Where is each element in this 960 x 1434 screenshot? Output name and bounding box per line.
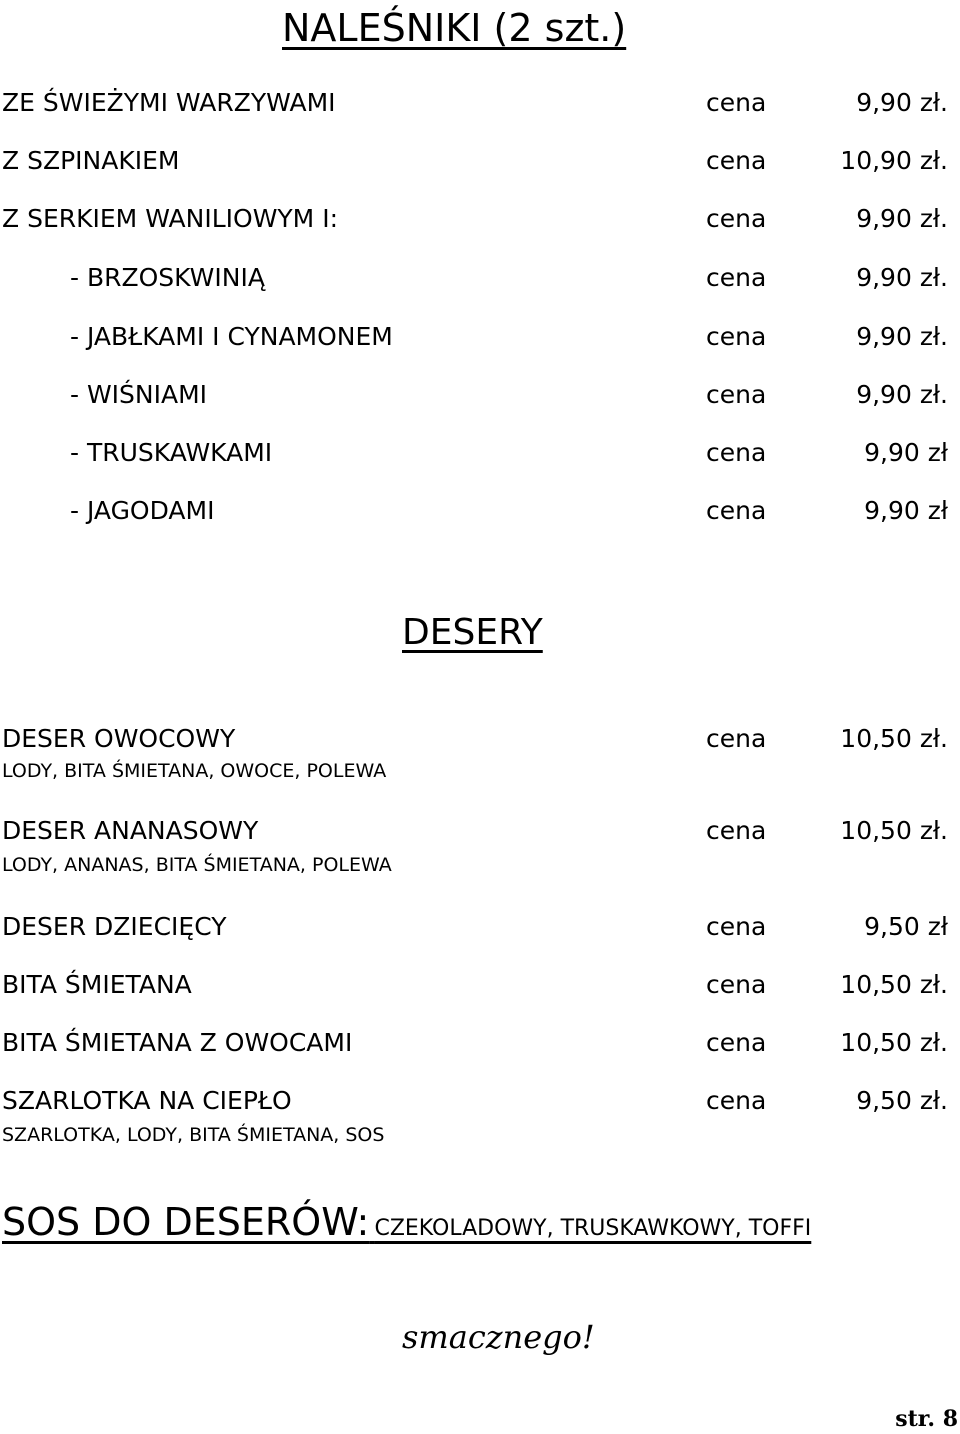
item-price: 9,50 zł bbox=[864, 912, 948, 941]
page-number: str. 8 bbox=[895, 1406, 958, 1432]
price-label: cena bbox=[706, 204, 767, 233]
item-name: DESER OWOCOWY bbox=[2, 724, 236, 753]
item-name: SZARLOTKA NA CIEPŁO bbox=[2, 1086, 292, 1115]
item-name: DESER DZIECIĘCY bbox=[2, 912, 227, 941]
menu-item bbox=[0, 912, 960, 952]
price-label: cena bbox=[706, 1028, 767, 1057]
price-label: cena bbox=[706, 438, 767, 467]
item-price: 9,90 zł. bbox=[856, 263, 948, 292]
item-name: - BRZOSKWINIĄ bbox=[70, 263, 265, 292]
menu-item bbox=[0, 1028, 960, 1068]
menu-item bbox=[0, 322, 960, 362]
price-label: cena bbox=[706, 816, 767, 845]
menu-item bbox=[0, 88, 960, 128]
menu-item bbox=[0, 724, 960, 764]
sauce-options: CZEKOLADOWY, TRUSKAWKOWY, TOFFI bbox=[374, 1216, 812, 1241]
item-price: 9,90 zł. bbox=[856, 204, 948, 233]
item-price: 9,50 zł. bbox=[856, 1086, 948, 1115]
menu-item bbox=[0, 970, 960, 1010]
item-name: BITA ŚMIETANA Z OWOCAMI bbox=[2, 1028, 353, 1057]
item-price: 9,90 zł. bbox=[856, 380, 948, 409]
item-name: BITA ŚMIETANA bbox=[2, 970, 192, 999]
price-label: cena bbox=[706, 263, 767, 292]
item-name: - JAGODAMI bbox=[70, 496, 215, 525]
item-name: - WIŚNIAMI bbox=[70, 380, 208, 409]
price-label: cena bbox=[706, 88, 767, 117]
item-price: 9,90 zł bbox=[864, 496, 948, 525]
item-name: Z SZPINAKIEM bbox=[2, 146, 180, 175]
item-name: Z SERKIEM WANILIOWYM I: bbox=[2, 204, 338, 233]
item-price: 10,50 zł. bbox=[840, 1028, 948, 1057]
menu-item bbox=[0, 1086, 960, 1126]
price-label: cena bbox=[706, 496, 767, 525]
menu-item bbox=[0, 263, 960, 303]
menu-item bbox=[0, 496, 960, 536]
price-label: cena bbox=[706, 724, 767, 753]
item-name: - TRUSKAWKAMI bbox=[70, 438, 273, 467]
item-price: 10,50 zł. bbox=[840, 816, 948, 845]
item-description: SZARLOTKA, LODY, BITA ŚMIETANA, SOS bbox=[2, 1124, 385, 1146]
price-label: cena bbox=[706, 146, 767, 175]
price-label: cena bbox=[706, 912, 767, 941]
item-name: ZE ŚWIEŻYMI WARZYWAMI bbox=[2, 88, 336, 117]
section-title-desery: DESERY bbox=[402, 612, 543, 653]
item-description: LODY, BITA ŚMIETANA, OWOCE, POLEWA bbox=[2, 760, 387, 782]
menu-item bbox=[0, 380, 960, 420]
price-label: cena bbox=[706, 380, 767, 409]
item-description: LODY, ANANAS, BITA ŚMIETANA, POLEWA bbox=[2, 854, 392, 876]
item-name: - JABŁKAMI I CYNAMONEM bbox=[70, 322, 393, 351]
menu-item bbox=[0, 438, 960, 478]
menu-item bbox=[0, 146, 960, 186]
item-price: 9,90 zł. bbox=[856, 88, 948, 117]
item-price: 10,50 zł. bbox=[840, 724, 948, 753]
closing-text: smacznego! bbox=[402, 1318, 595, 1356]
item-price: 10,90 zł. bbox=[840, 146, 948, 175]
item-name: DESER ANANASOWY bbox=[2, 816, 259, 845]
item-price: 10,50 zł. bbox=[840, 970, 948, 999]
price-label: cena bbox=[706, 1086, 767, 1115]
menu-item bbox=[0, 816, 960, 856]
item-price: 9,90 zł bbox=[864, 438, 948, 467]
price-label: cena bbox=[706, 322, 767, 351]
sauce-line bbox=[2, 1200, 811, 1244]
page-title: NALEŚNIKI (2 szt.) bbox=[282, 6, 627, 50]
menu-item bbox=[0, 204, 960, 244]
item-price: 9,90 zł. bbox=[856, 322, 948, 351]
sauce-label: SOS DO DESERÓW: bbox=[2, 1200, 370, 1244]
price-label: cena bbox=[706, 970, 767, 999]
